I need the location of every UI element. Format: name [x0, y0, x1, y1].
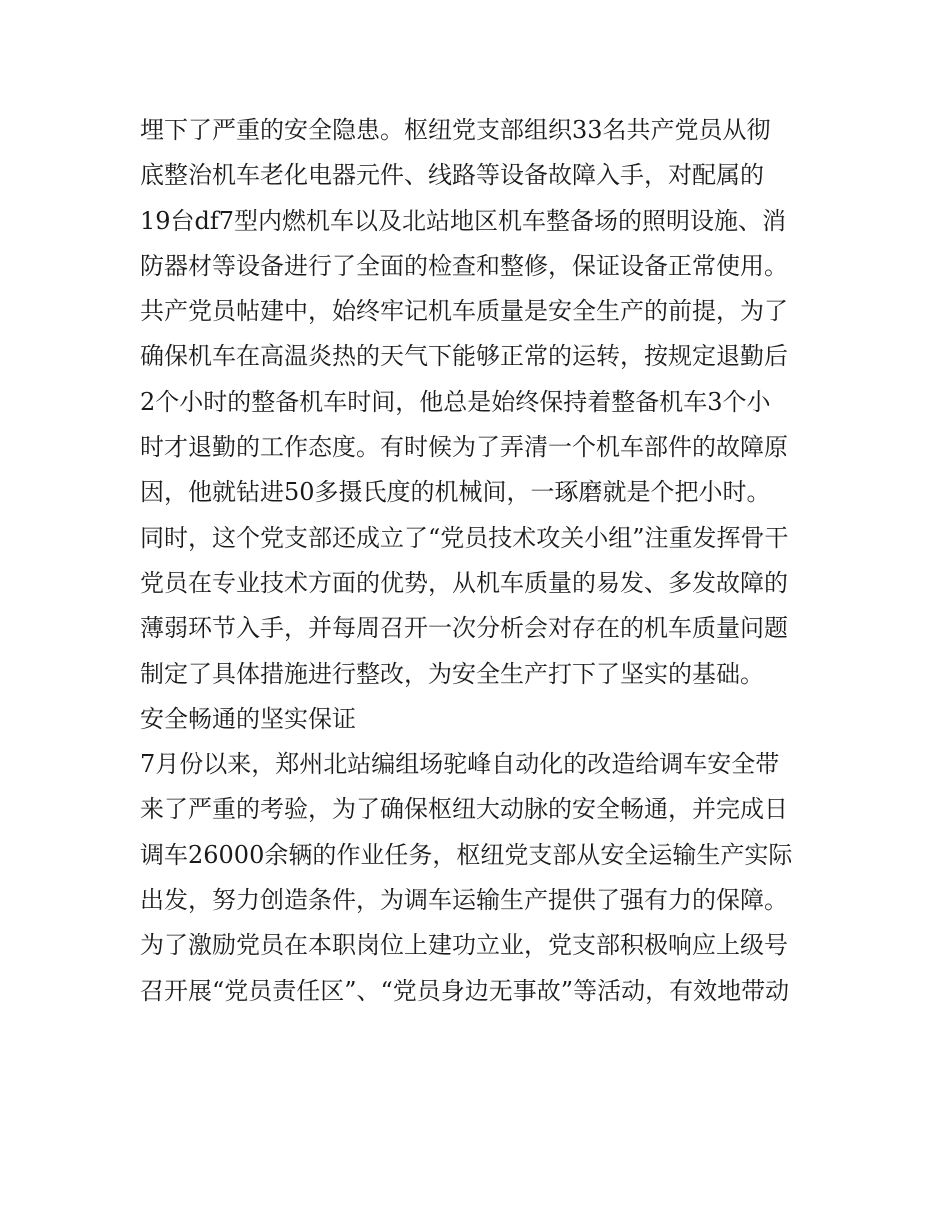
text-line-19: 为了激励党员在本职岗位上建功立业，党支部积极响应上级号 [140, 931, 788, 960]
body-text [140, 108, 820, 1014]
text-line-17: 调车26000余辆的作业任务，枢纽党支部从安全运输生产实际 [140, 840, 793, 869]
text-line-6: 确保机车在高温炎热的天气下能够正常的运转，按规定退勤后 [140, 342, 788, 371]
text-line-18: 出发，努力创造条件，为调车运输生产提供了强有力的保障。 [140, 886, 788, 915]
section-heading: 安全畅通的坚实保证 [140, 704, 356, 733]
text-line-15: 7月份以来，郑州北站编组场驼峰自动化的改造给调车安全带 [140, 750, 780, 779]
text-line-8: 时才退勤的工作态度。有时候为了弄清一个机车部件的故障原 [140, 433, 788, 462]
text-line-11: 党员在专业技术方面的优势，从机车质量的易发、多发故障的 [140, 568, 788, 597]
text-line-12: 薄弱环节入手，并每周召开一次分析会对存在的机车质量问题 [140, 614, 788, 643]
text-line-1: 埋下了严重的安全隐患。枢纽党支部组织33名共产党员从彻 [140, 116, 771, 144]
text-line-3: 19台df7型内燃机车以及北站地区机车整备场的照明设施、消 [140, 206, 787, 235]
text-line-9: 因，他就钻进50多摄氏度的机械间，一琢磨就是个把小时。 [140, 478, 771, 507]
text-line-2: 底整治机车老化电器元件、线路等设备故障入手，对配属的 [140, 161, 764, 190]
text-line-13: 制定了具体措施进行整改，为安全生产打下了坚实的基础。 [140, 659, 764, 688]
text-line-4: 防器材等设备进行了全面的检查和整修，保证设备正常使用。 [140, 251, 788, 280]
text-line-10: 同时，这个党支部还成立了“党员技术攻关小组”注重发挥骨干 [140, 523, 789, 552]
text-line-20: 召开展“党员责任区”、“党员身边无事故”等活动，有效地带动 [140, 976, 790, 1005]
text-line-5: 共产党员帖建中，始终牢记机车质量是安全生产的前提，为了 [140, 297, 788, 326]
text-line-7: 2个小时的整备机车时间，他总是始终保持着整备机车3个小 [140, 387, 771, 416]
text-line-16: 来了严重的考验，为了确保枢纽大动脉的安全畅通，并完成日 [140, 795, 788, 824]
